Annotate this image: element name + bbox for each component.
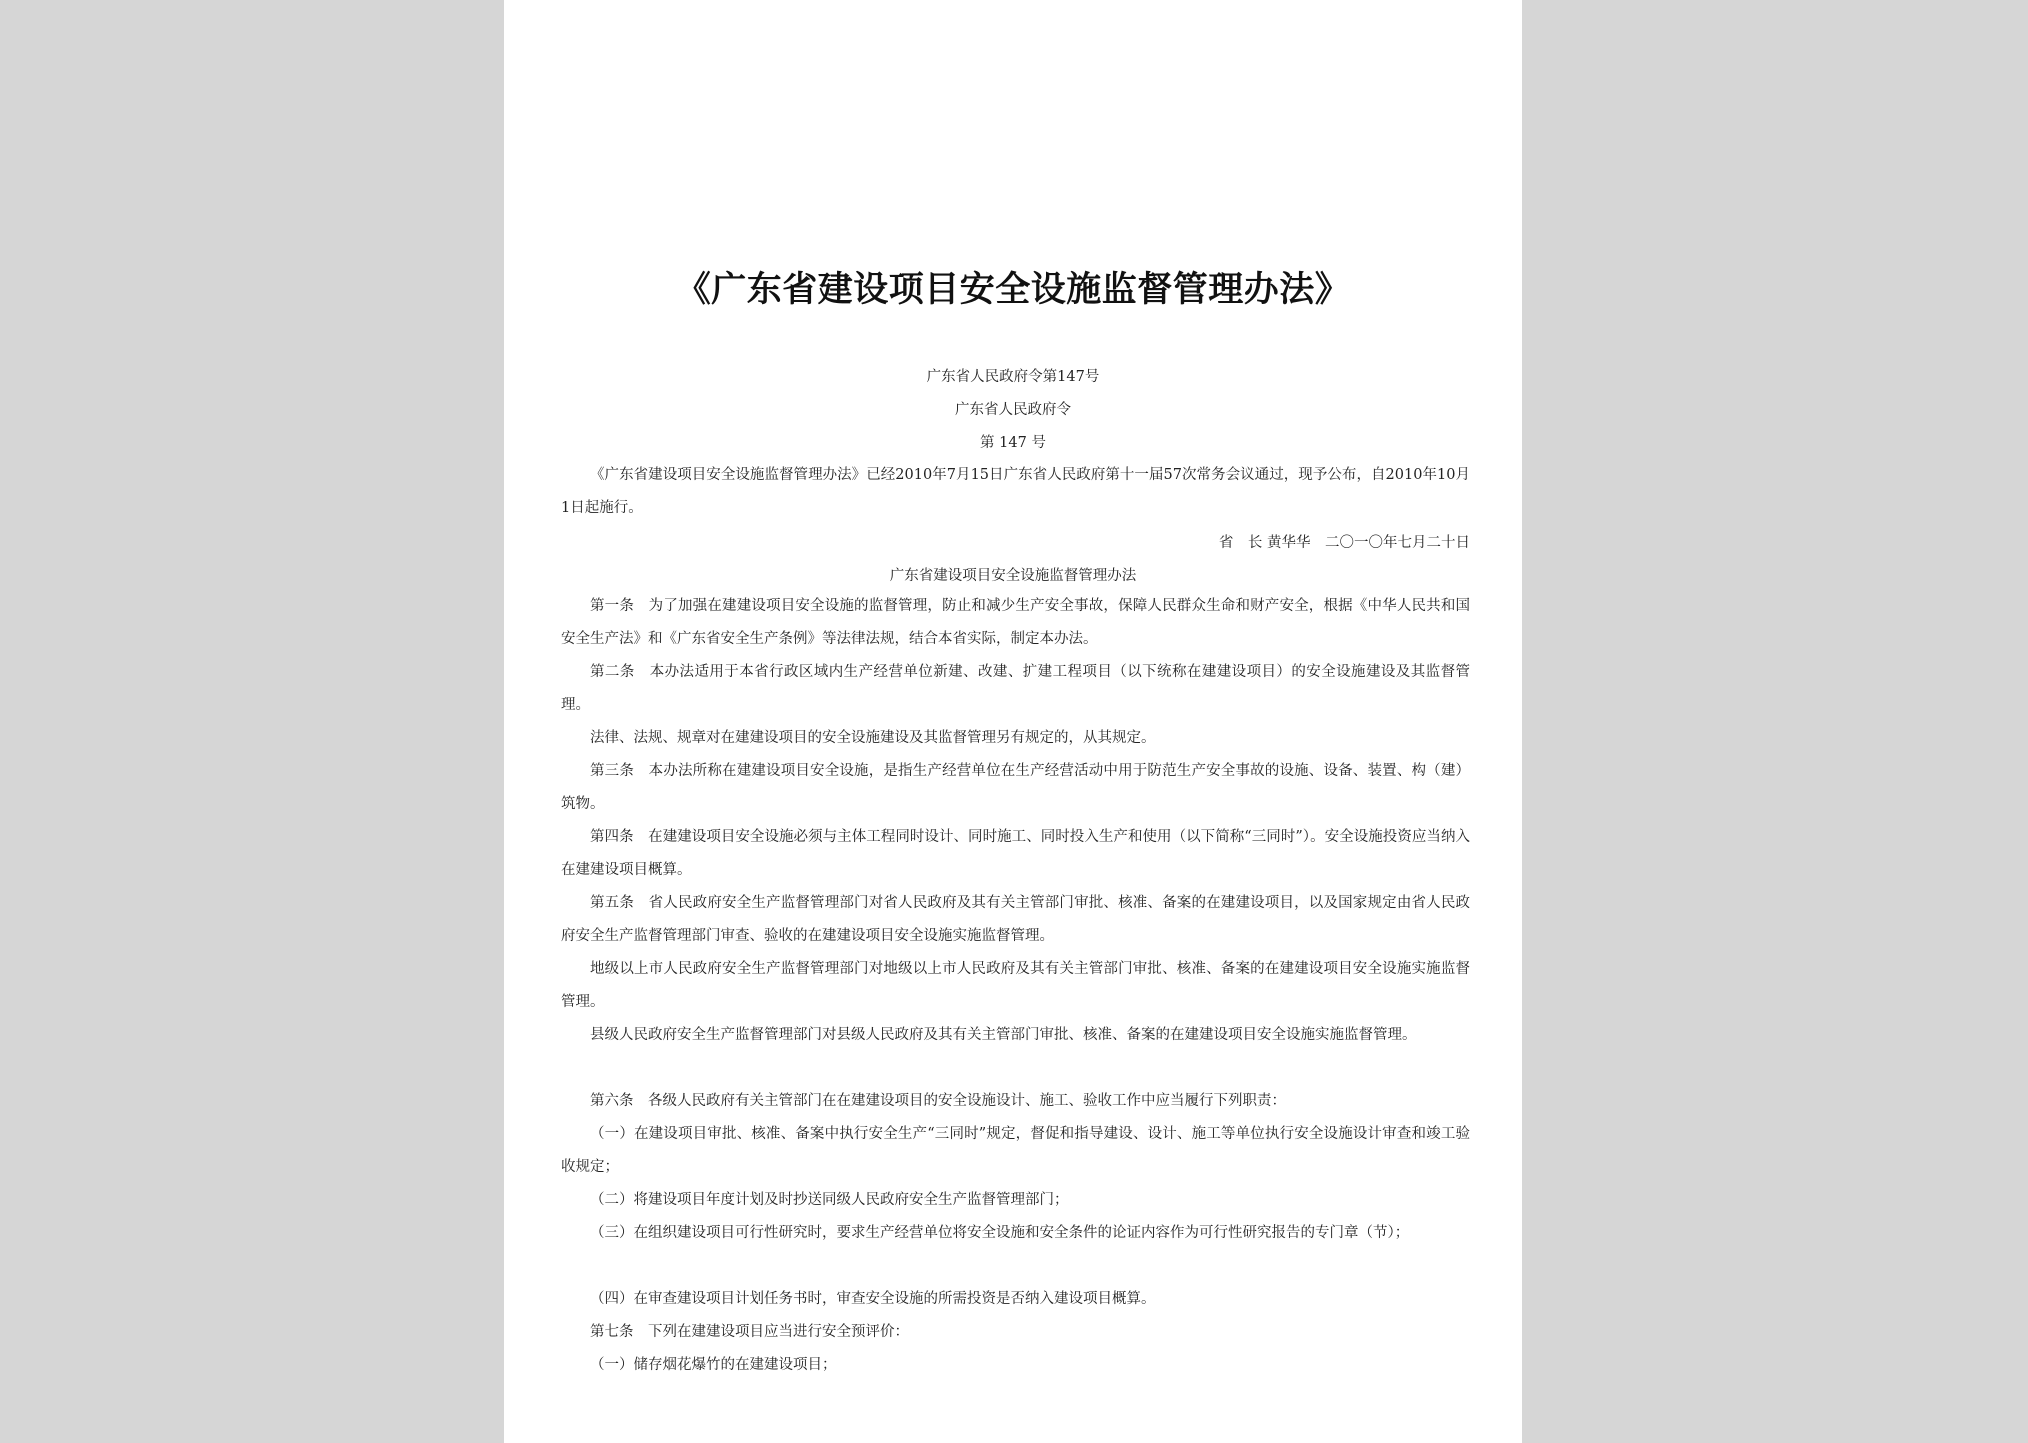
subtitle: 广东省建设项目安全设施监督管理办法: [889, 568, 1137, 584]
paragraph-article-1: 第一条 为了加强在建建设项目安全设施的监督管理，防止和减少生产安全事故，保障人民群众生命和财产安全，根据《中华人民共和国安全生产法》和《广东省安全生产条例》等法律法规，结合本省实际，制定本办法。: [561, 598, 1470, 647]
signature-line: 省 长 黄华华 二〇一〇年七月二十日: [1218, 535, 1470, 551]
paragraph-article-6-item-3: （三）在组织建设项目可行性研究时，要求生产经营单位将安全设施和安全条件的论证内容作为可行性研究报告的专门章（节）；: [590, 1225, 1410, 1241]
preamble-paragraph: 《广东省建设项目安全设施监督管理办法》已经2010年7月15日广东省人民政府第十一届57次常务会议通过，现予公布，自2010年10月1日起施行。: [561, 467, 1470, 516]
paragraph-article-2: 第二条 本办法适用于本省行政区域内生产经营单位新建、改建、扩建工程项目（以下统称在建建设项目）的安全设施建设及其监督管理。: [561, 664, 1470, 713]
document-title: 《广东省建设项目安全设施监督管理办法》: [675, 269, 1351, 310]
paragraph-article-5: 第五条 省人民政府安全生产监督管理部门对省人民政府及其有关主管部门审批、核准、备案的在建建设项目，以及国家规定由省人民政府安全生产监督管理部门审查、验收的在建建设项目安全设施实施监督管理。: [561, 895, 1470, 944]
paragraph-article-5-county: 县级人民政府安全生产监督管理部门对县级人民政府及其有关主管部门审批、核准、备案的在建建设项目安全设施实施监督管理。: [590, 1027, 1417, 1043]
paragraph-article-2-note: 法律、法规、规章对在建建设项目的安全设施建设及其监督管理另有规定的，从其规定。: [590, 730, 1156, 746]
paragraph-article-3: 第三条 本办法所称在建建设项目安全设施，是指生产经营单位在生产经营活动中用于防范生产安全事故的设施、设备、装置、构（建）筑物。: [561, 763, 1470, 812]
order-line-3: 第 147 号: [980, 435, 1046, 451]
order-line-2: 广东省人民政府令: [955, 402, 1071, 418]
paragraph-article-6-item-1: （一）在建设项目审批、核准、备案中执行安全生产“三同时”规定，督促和指导建设、设计、施工等单位执行安全设施设计审查和竣工验收规定；: [561, 1126, 1470, 1175]
paragraph-article-4: 第四条 在建建设项目安全设施必须与主体工程同时设计、同时施工、同时投入生产和使用（以下简称“三同时”）。安全设施投资应当纳入在建建设项目概算。: [561, 829, 1470, 878]
paragraph-article-6: 第六条 各级人民政府有关主管部门在在建建设项目的安全设施设计、施工、验收工作中应当履行下列职责：: [590, 1093, 1286, 1109]
order-line-1: 广东省人民政府令第147号: [926, 369, 1100, 385]
paragraph-article-5-city: 地级以上市人民政府安全生产监督管理部门对地级以上市人民政府及其有关主管部门审批、核准、备案的在建建设项目安全设施实施监督管理。: [561, 961, 1470, 1010]
paragraph-article-7-item-1: （一）储存烟花爆竹的在建建设项目；: [590, 1357, 837, 1373]
document-page: [504, 0, 1522, 1443]
paragraph-article-6-item-2: （二）将建设项目年度计划及时抄送同级人民政府安全生产监督管理部门；: [590, 1192, 1069, 1208]
paragraph-article-7: 第七条 下列在建建设项目应当进行安全预评价：: [590, 1324, 909, 1340]
paragraph-article-6-item-4: （四）在审查建设项目计划任务书时，审查安全设施的所需投资是否纳入建设项目概算。: [590, 1291, 1156, 1307]
